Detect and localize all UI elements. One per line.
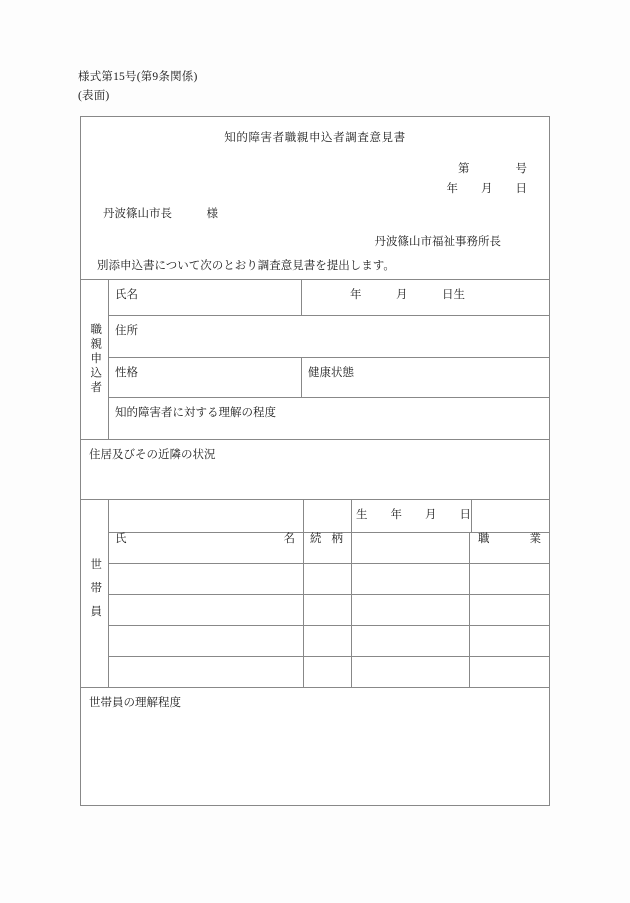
form-code: 様式第15号(第9条関係) xyxy=(78,71,198,83)
table-row[interactable] xyxy=(109,656,549,687)
applicant-birthdate-label: 年 月 日生 xyxy=(301,280,549,315)
household-cell-relation[interactable] xyxy=(303,657,351,687)
residence-section-label: 住居及びその近隣の状況 xyxy=(81,439,549,499)
form-box xyxy=(80,116,550,806)
understanding-section-label: 世帯員の理解程度 xyxy=(81,687,549,805)
household-cell-job[interactable] xyxy=(469,595,549,625)
applicant-address-row xyxy=(109,315,549,357)
household-header-name xyxy=(109,500,303,545)
household-header-relation xyxy=(303,500,351,545)
household-vertical-label xyxy=(81,500,109,687)
household-cell-relation[interactable] xyxy=(303,626,351,656)
household-header-name-left: 氏 xyxy=(115,533,127,545)
form-heading-block xyxy=(81,117,549,279)
household-header-job-left: 職 xyxy=(478,533,490,545)
applicant-vertical-label xyxy=(81,280,109,439)
applicant-understanding-label: 知的障害者に対する理解の程度 xyxy=(115,407,276,419)
household-vertical-label-text: 世帯員 xyxy=(89,558,102,629)
household-header-row xyxy=(109,500,549,545)
applicant-name-row xyxy=(109,280,549,315)
household-header-job-right: 業 xyxy=(529,533,541,545)
applicant-character-row xyxy=(109,357,549,397)
form-title: 知的障害者職親申込者調査意見書 xyxy=(224,132,406,144)
household-cell-job[interactable] xyxy=(469,657,549,687)
household-cell-name[interactable] xyxy=(109,626,303,656)
household-cell-relation[interactable] xyxy=(303,595,351,625)
table-row[interactable] xyxy=(109,563,549,594)
applicant-name-label: 氏名 xyxy=(115,289,138,301)
table-row[interactable] xyxy=(109,594,549,625)
household-header-job xyxy=(471,500,549,545)
household-cell-name[interactable] xyxy=(109,564,303,594)
household-cell-dob[interactable] xyxy=(351,626,469,656)
applicant-address-label: 住所 xyxy=(115,325,138,337)
household-cell-dob[interactable] xyxy=(351,564,469,594)
issuer-line: 丹波篠山市福祉事務所長 xyxy=(374,236,501,248)
household-table xyxy=(109,500,549,687)
applicant-understanding-row xyxy=(109,397,549,439)
side-label: (表面) xyxy=(78,90,110,102)
household-cell-dob[interactable] xyxy=(351,595,469,625)
household-cell-name[interactable] xyxy=(109,595,303,625)
household-cell-dob[interactable] xyxy=(351,533,469,563)
household-header-dob: 生 年 月 日 xyxy=(351,500,471,532)
household-section xyxy=(81,499,549,687)
household-header-relation-left: 続 xyxy=(310,533,322,545)
household-cell-relation[interactable] xyxy=(303,564,351,594)
household-cell-job[interactable] xyxy=(469,626,549,656)
applicant-character-label: 性格 xyxy=(115,367,138,379)
household-cell-dob[interactable] xyxy=(351,657,469,687)
table-row[interactable] xyxy=(109,532,549,563)
household-cell-name[interactable] xyxy=(109,657,303,687)
applicant-health-label: 健康状態 xyxy=(301,358,549,397)
document-date-line: 年 月 日 xyxy=(446,183,527,195)
document-header xyxy=(78,68,198,106)
household-cell-job[interactable] xyxy=(469,564,549,594)
household-cell-relation[interactable] xyxy=(303,533,351,563)
addressee-line: 丹波篠山市長 様 xyxy=(103,208,218,220)
applicant-fields xyxy=(109,280,549,439)
household-header-relation-right: 柄 xyxy=(331,533,343,545)
lead-text: 別添申込書について次のとおり調査意見書を提出します。 xyxy=(97,260,395,272)
document-number-line: 第 号 xyxy=(458,163,527,175)
table-row[interactable] xyxy=(109,625,549,656)
applicant-section xyxy=(81,279,549,439)
applicant-vertical-label-text: 職親申込者 xyxy=(89,323,102,396)
household-cell-name[interactable] xyxy=(109,533,303,563)
household-header-name-right: 名 xyxy=(283,533,295,545)
household-cell-job[interactable] xyxy=(469,533,549,563)
